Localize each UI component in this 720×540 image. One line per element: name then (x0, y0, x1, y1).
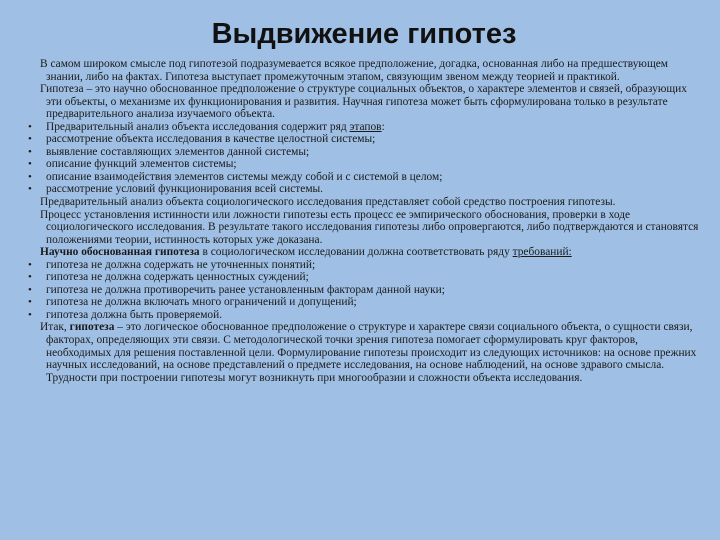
bullet-icon: • (28, 283, 32, 296)
stage-item (18, 133, 704, 146)
bullet-icon: • (28, 145, 32, 158)
bullet-icon: • (28, 296, 32, 309)
verification-paragraph: Процесс установления истинности или ложности гипотезы есть процесс ее эмпирического обоснования, проверки в ходе социологического исследования. В результате такого исследования гипотезы либо опровергаются, либо подтверждаются и становятся положениями теории, истинность которых уже доказана. (40, 208, 699, 246)
slide-body (18, 58, 704, 384)
hypothesis-definition-text: – это научно обоснованное предположение о структуре социальных объектов, о характере элементов и связей, образующих эти объекты, о механизме их функционирования и развития. Научная гипотеза может быть сформулирована только в результате предварительного анализа изучаемого объекта. (46, 83, 687, 121)
requirements-lead (18, 246, 704, 259)
requirements-lead-text: в социологическом исследовании должна соответствовать ряду (199, 246, 513, 259)
requirement-item (18, 259, 704, 272)
stages-lead-text: Предварительный анализ объекта исследования содержит ряд (46, 120, 350, 133)
bullet-icon: • (28, 120, 32, 133)
preliminary-analysis-paragraph: Предварительный анализ объекта социологического исследования представляет собой средство построения гипотезы. (40, 196, 616, 209)
requirement-item-text: гипотеза должна быть проверяемой. (46, 308, 223, 321)
stage-item (18, 171, 704, 184)
requirement-item (18, 309, 704, 322)
requirement-item-text: гипотеза не должна содержать ценностных суждений; (46, 271, 309, 284)
bullet-icon: • (28, 308, 32, 321)
stage-item-text: рассмотрение условий функционирования всей системы. (46, 183, 324, 196)
hypothesis-term: Гипотеза (40, 83, 84, 96)
conclusion-start: Итак, (40, 321, 70, 334)
requirements-link[interactable]: требований: (512, 246, 572, 259)
stage-item-text: описание функций элементов системы; (46, 158, 237, 171)
stage-item (18, 183, 704, 196)
bullet-icon: • (28, 158, 32, 171)
stages-lead-end: : (381, 120, 385, 133)
requirement-item-text: гипотеза не должна содержать не уточненных понятий; (46, 258, 316, 271)
bullet-icon: • (28, 271, 32, 284)
requirement-item-text: гипотеза не должна противоречить ранее установленным факторам данной науки; (46, 283, 445, 296)
bullet-icon: • (28, 170, 32, 183)
bullet-icon: • (28, 183, 32, 196)
requirement-item-text: гипотеза не должна включать много ограничений и допущений; (46, 296, 357, 309)
stage-item-text: описание взаимодействия элементов системы между собой и с системой в целом; (46, 170, 443, 183)
stage-item-text: рассмотрение объекта исследования в качестве целостной системы; (46, 133, 376, 146)
stage-item-text: выявление составляющих элементов данной системы; (46, 145, 310, 158)
conclusion-text: – это логическое обоснованное предположение о структуре и характере связи социального объекта, о сущности связи, факторах, определяющих эти связи. С методологической точки зрения гипотеза помогает сформулировать круг факторов, необходимых для решения поставленной цели. Формулирование гипотезы происходит из следующих источников: на основе прежних научных исследований, на основе представлений о предмете исследования, на основе наблюдений, на основе здравого смысла. Трудности при построении гипотезы могут возникнуть при многообразии и сложности объекта исследования. (46, 321, 697, 384)
slide-title: Выдвижение гипотез (211, 18, 517, 50)
requirement-item (18, 271, 704, 284)
intro-paragraph: В самом широком смысле под гипотезой подразумевается всякое предположение, догадка, основанная либо на предшествующем знании, либо на фактах. Гипотеза выступает промежуточным этапом, связующим звеном между теорией и практикой. (40, 58, 668, 83)
stages-lead (18, 121, 704, 134)
stage-item (18, 158, 704, 171)
hypothesis-definition-paragraph (18, 83, 704, 121)
bullet-icon: • (28, 258, 32, 271)
stage-item (18, 146, 704, 159)
stages-link[interactable]: этапов (349, 120, 382, 133)
requirement-item (18, 296, 704, 309)
requirement-item (18, 284, 704, 297)
requirements-lead-bold: Научно обоснованная гипотеза (40, 246, 200, 259)
conclusion-paragraph (18, 321, 704, 384)
conclusion-term: гипотеза (69, 321, 115, 334)
bullet-icon: • (28, 133, 32, 146)
